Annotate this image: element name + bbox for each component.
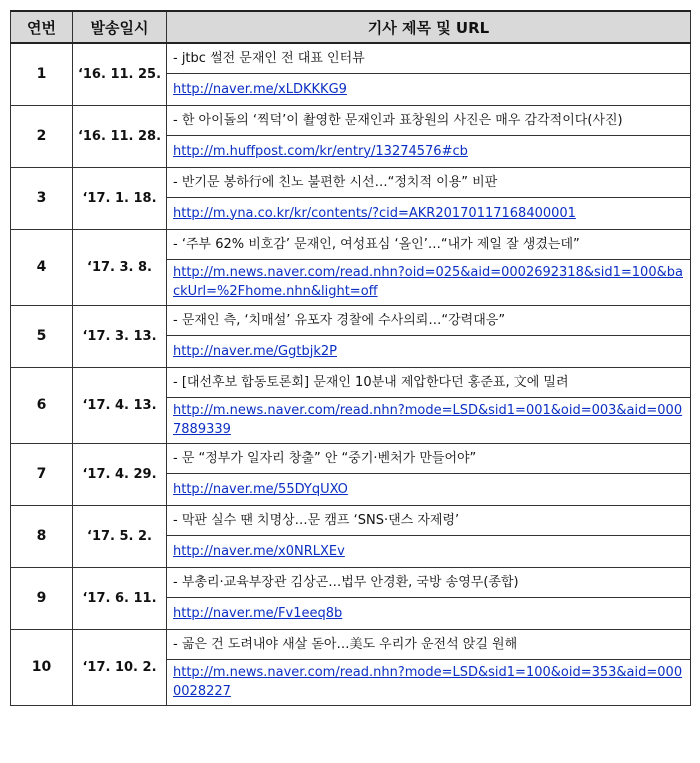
article-url-cell: [167, 597, 691, 629]
article-url-link[interactable]: http://m.news.naver.com/read.nhn?mode=LSD&sid1=100&oid=353&aid=0000028227: [173, 665, 683, 699]
send-date: ‘17. 4. 13.: [73, 367, 167, 443]
table-row: [11, 567, 691, 597]
article-title: - 반기문 봉하行에 친노 불편한 시선…“정치적 이용” 비판: [167, 167, 691, 197]
article-url-link[interactable]: http://m.news.naver.com/read.nhn?oid=025&aid=0002692318&sid1=100&backUrl=%2Fhome.nhn&light=off: [173, 265, 683, 299]
row-number: 4: [11, 229, 73, 305]
row-number: 8: [11, 505, 73, 567]
article-title: - 부총리·교육부장관 김상곤…법무 안경환, 국방 송영무(종합): [167, 567, 691, 597]
article-url-cell: [167, 335, 691, 367]
article-url-cell: [167, 73, 691, 105]
header-row: [11, 11, 691, 43]
send-date: ‘16. 11. 25.: [73, 43, 167, 105]
article-url-link[interactable]: http://naver.me/Fv1eeq8b: [173, 605, 343, 621]
article-title: - 막판 실수 땐 치명상…문 캠프 ‘SNS·댄스 자제령’: [167, 505, 691, 535]
send-date: ‘17. 5. 2.: [73, 505, 167, 567]
row-number: 2: [11, 105, 73, 167]
send-date: ‘17. 10. 2.: [73, 629, 167, 705]
article-url-cell: [167, 397, 691, 443]
article-url-link[interactable]: http://naver.me/x0NRLXEv: [173, 543, 345, 559]
article-title: - 곪은 건 도려내야 새살 돋아…美도 우리가 운전석 앉길 원해: [167, 629, 691, 659]
row-number: 10: [11, 629, 73, 705]
row-number: 1: [11, 43, 73, 105]
article-url-link[interactable]: http://naver.me/Ggtbjk2P: [173, 343, 337, 359]
table-row: [11, 167, 691, 197]
article-url-link[interactable]: http://m.huffpost.com/kr/entry/13274576#cb: [173, 143, 468, 159]
row-number: 7: [11, 443, 73, 505]
article-url-cell: [167, 473, 691, 505]
header-no: 연번: [11, 11, 73, 43]
row-number: 5: [11, 305, 73, 367]
article-title: - [대선후보 합동토론회] 문재인 10분내 제압한다던 홍준표, 文에 밀려: [167, 367, 691, 397]
table-row: [11, 367, 691, 397]
article-url-link[interactable]: http://naver.me/55DYqUXO: [173, 481, 348, 497]
send-date: ‘17. 3. 13.: [73, 305, 167, 367]
table-body: [11, 43, 691, 705]
article-url-link[interactable]: http://m.news.naver.com/read.nhn?mode=LSD&sid1=001&oid=003&aid=0007889339: [173, 403, 683, 437]
header-title: 기사 제목 및 URL: [167, 11, 691, 43]
table-row: [11, 505, 691, 535]
row-number: 9: [11, 567, 73, 629]
row-number: 3: [11, 167, 73, 229]
table-row: [11, 443, 691, 473]
article-url-cell: [167, 659, 691, 705]
send-date: ‘17. 1. 18.: [73, 167, 167, 229]
send-date: ‘17. 3. 8.: [73, 229, 167, 305]
article-title: - jtbc 썰전 문재인 전 대표 인터뷰: [167, 43, 691, 73]
article-url-cell: [167, 259, 691, 305]
article-url-link[interactable]: http://naver.me/xLDKKKG9: [173, 81, 347, 97]
article-title: - 한 아이돌의 ‘찍덕’이 촬영한 문재인과 표창원의 사진은 매우 감각적이다(사진): [167, 105, 691, 135]
header-date: 발송일시: [73, 11, 167, 43]
table-row: [11, 229, 691, 259]
table-row: [11, 43, 691, 73]
table-row: [11, 305, 691, 335]
article-url-cell: [167, 535, 691, 567]
send-date: ‘16. 11. 28.: [73, 105, 167, 167]
send-date: ‘17. 4. 29.: [73, 443, 167, 505]
table-row: [11, 105, 691, 135]
article-title: - ‘주부 62% 비호감’ 문재인, 여성표심 ‘올인’…“내가 제일 잘 생겼는데”: [167, 229, 691, 259]
article-title: - 문 “정부가 일자리 창출” 안 “중기·벤처가 만들어야”: [167, 443, 691, 473]
send-date: ‘17. 6. 11.: [73, 567, 167, 629]
row-number: 6: [11, 367, 73, 443]
article-url-link[interactable]: http://m.yna.co.kr/kr/contents/?cid=AKR20170117168400001: [173, 205, 576, 221]
article-url-cell: [167, 135, 691, 167]
article-table: [10, 10, 691, 706]
article-url-cell: [167, 197, 691, 229]
table-row: [11, 629, 691, 659]
article-title: - 문재인 측, ‘치매설’ 유포자 경찰에 수사의뢰…“강력대응”: [167, 305, 691, 335]
